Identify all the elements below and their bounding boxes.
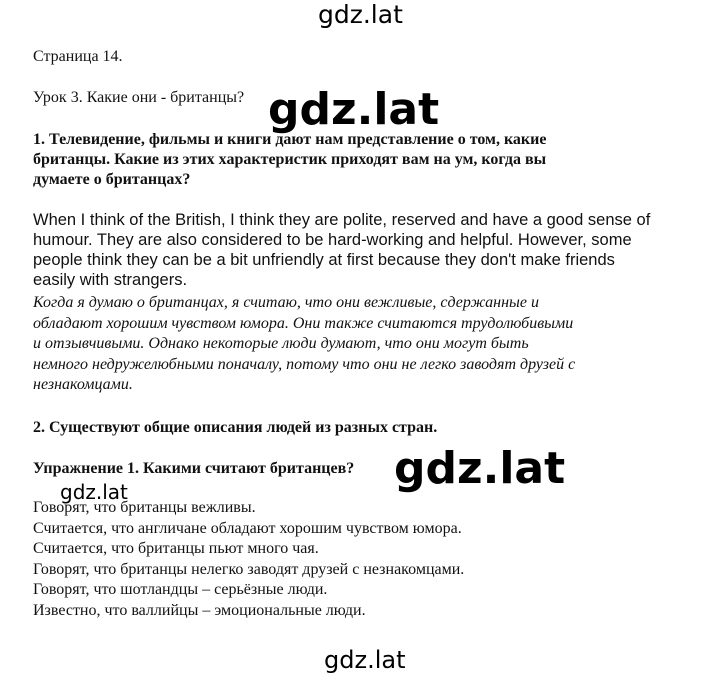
watermark-top: gdz.lat bbox=[318, 0, 403, 29]
russian-line: немного недружелюбными поначалу, потому что они не легко заводят друзей с bbox=[33, 355, 576, 373]
page-number: Страница 14. bbox=[33, 48, 123, 65]
english-line: people think they can be a bit unfriendly at first because they don't make friends bbox=[33, 251, 615, 269]
exercise1-answers bbox=[33, 498, 464, 621]
answer-line: Говорят, что британцы вежливы. bbox=[33, 499, 256, 516]
answer-line: Говорят, что британцы нелегко заводят друзей с незнакомцами. bbox=[33, 560, 465, 578]
task1-line: 1. Телевидение, фильмы и книги дают нам представление о том, какие bbox=[33, 131, 547, 148]
answer-line: Говорят, что шотландцы – серьёзные люди. bbox=[33, 581, 328, 598]
english-answer bbox=[33, 210, 650, 290]
lesson-title: Урок 3. Какие они - британцы? bbox=[33, 89, 245, 106]
english-line: When I think of the British, I think they are polite, reserved and have a good sense of bbox=[33, 211, 651, 229]
russian-line: незнакомцами. bbox=[33, 376, 133, 393]
task2-heading: 2. Существуют общие описания людей из разных стран. bbox=[33, 419, 438, 436]
russian-line: Когда я думаю о британцах, я считаю, что они вежливые, сдержанные и bbox=[33, 294, 539, 311]
exercise1-title: Упражнение 1. Какими считают британцев? bbox=[33, 460, 355, 477]
english-line: humour. They are also considered to be hard-working and helpful. However, some bbox=[33, 231, 632, 249]
task1-line: думаете о британцах? bbox=[33, 171, 191, 188]
watermark-center-1: gdz.lat bbox=[268, 84, 440, 135]
english-line: easily with strangers. bbox=[33, 271, 188, 289]
watermark-center-2: gdz.lat bbox=[394, 443, 566, 494]
russian-line: и отзывчивыми. Однако некоторые люди думают, что они могут быть bbox=[33, 335, 529, 352]
answer-line: Известно, что валлийцы – эмоциональные люди. bbox=[33, 601, 366, 619]
russian-line: обладают хорошим чувством юмора. Они также считаются трудолюбивыми bbox=[33, 314, 574, 332]
answer-line: Считается, что англичане обладают хорошим чувством юмора. bbox=[33, 519, 462, 537]
watermark-bottom: gdz.lat bbox=[324, 646, 406, 674]
task1-heading bbox=[33, 130, 546, 190]
watermark-small: gdz.lat bbox=[60, 480, 128, 504]
task1-line: британцы. Какие из этих характеристик приходят вам на ум, когда вы bbox=[33, 151, 547, 168]
answer-line: Считается, что британцы пьют много чая. bbox=[33, 540, 319, 557]
russian-translation bbox=[33, 293, 575, 396]
